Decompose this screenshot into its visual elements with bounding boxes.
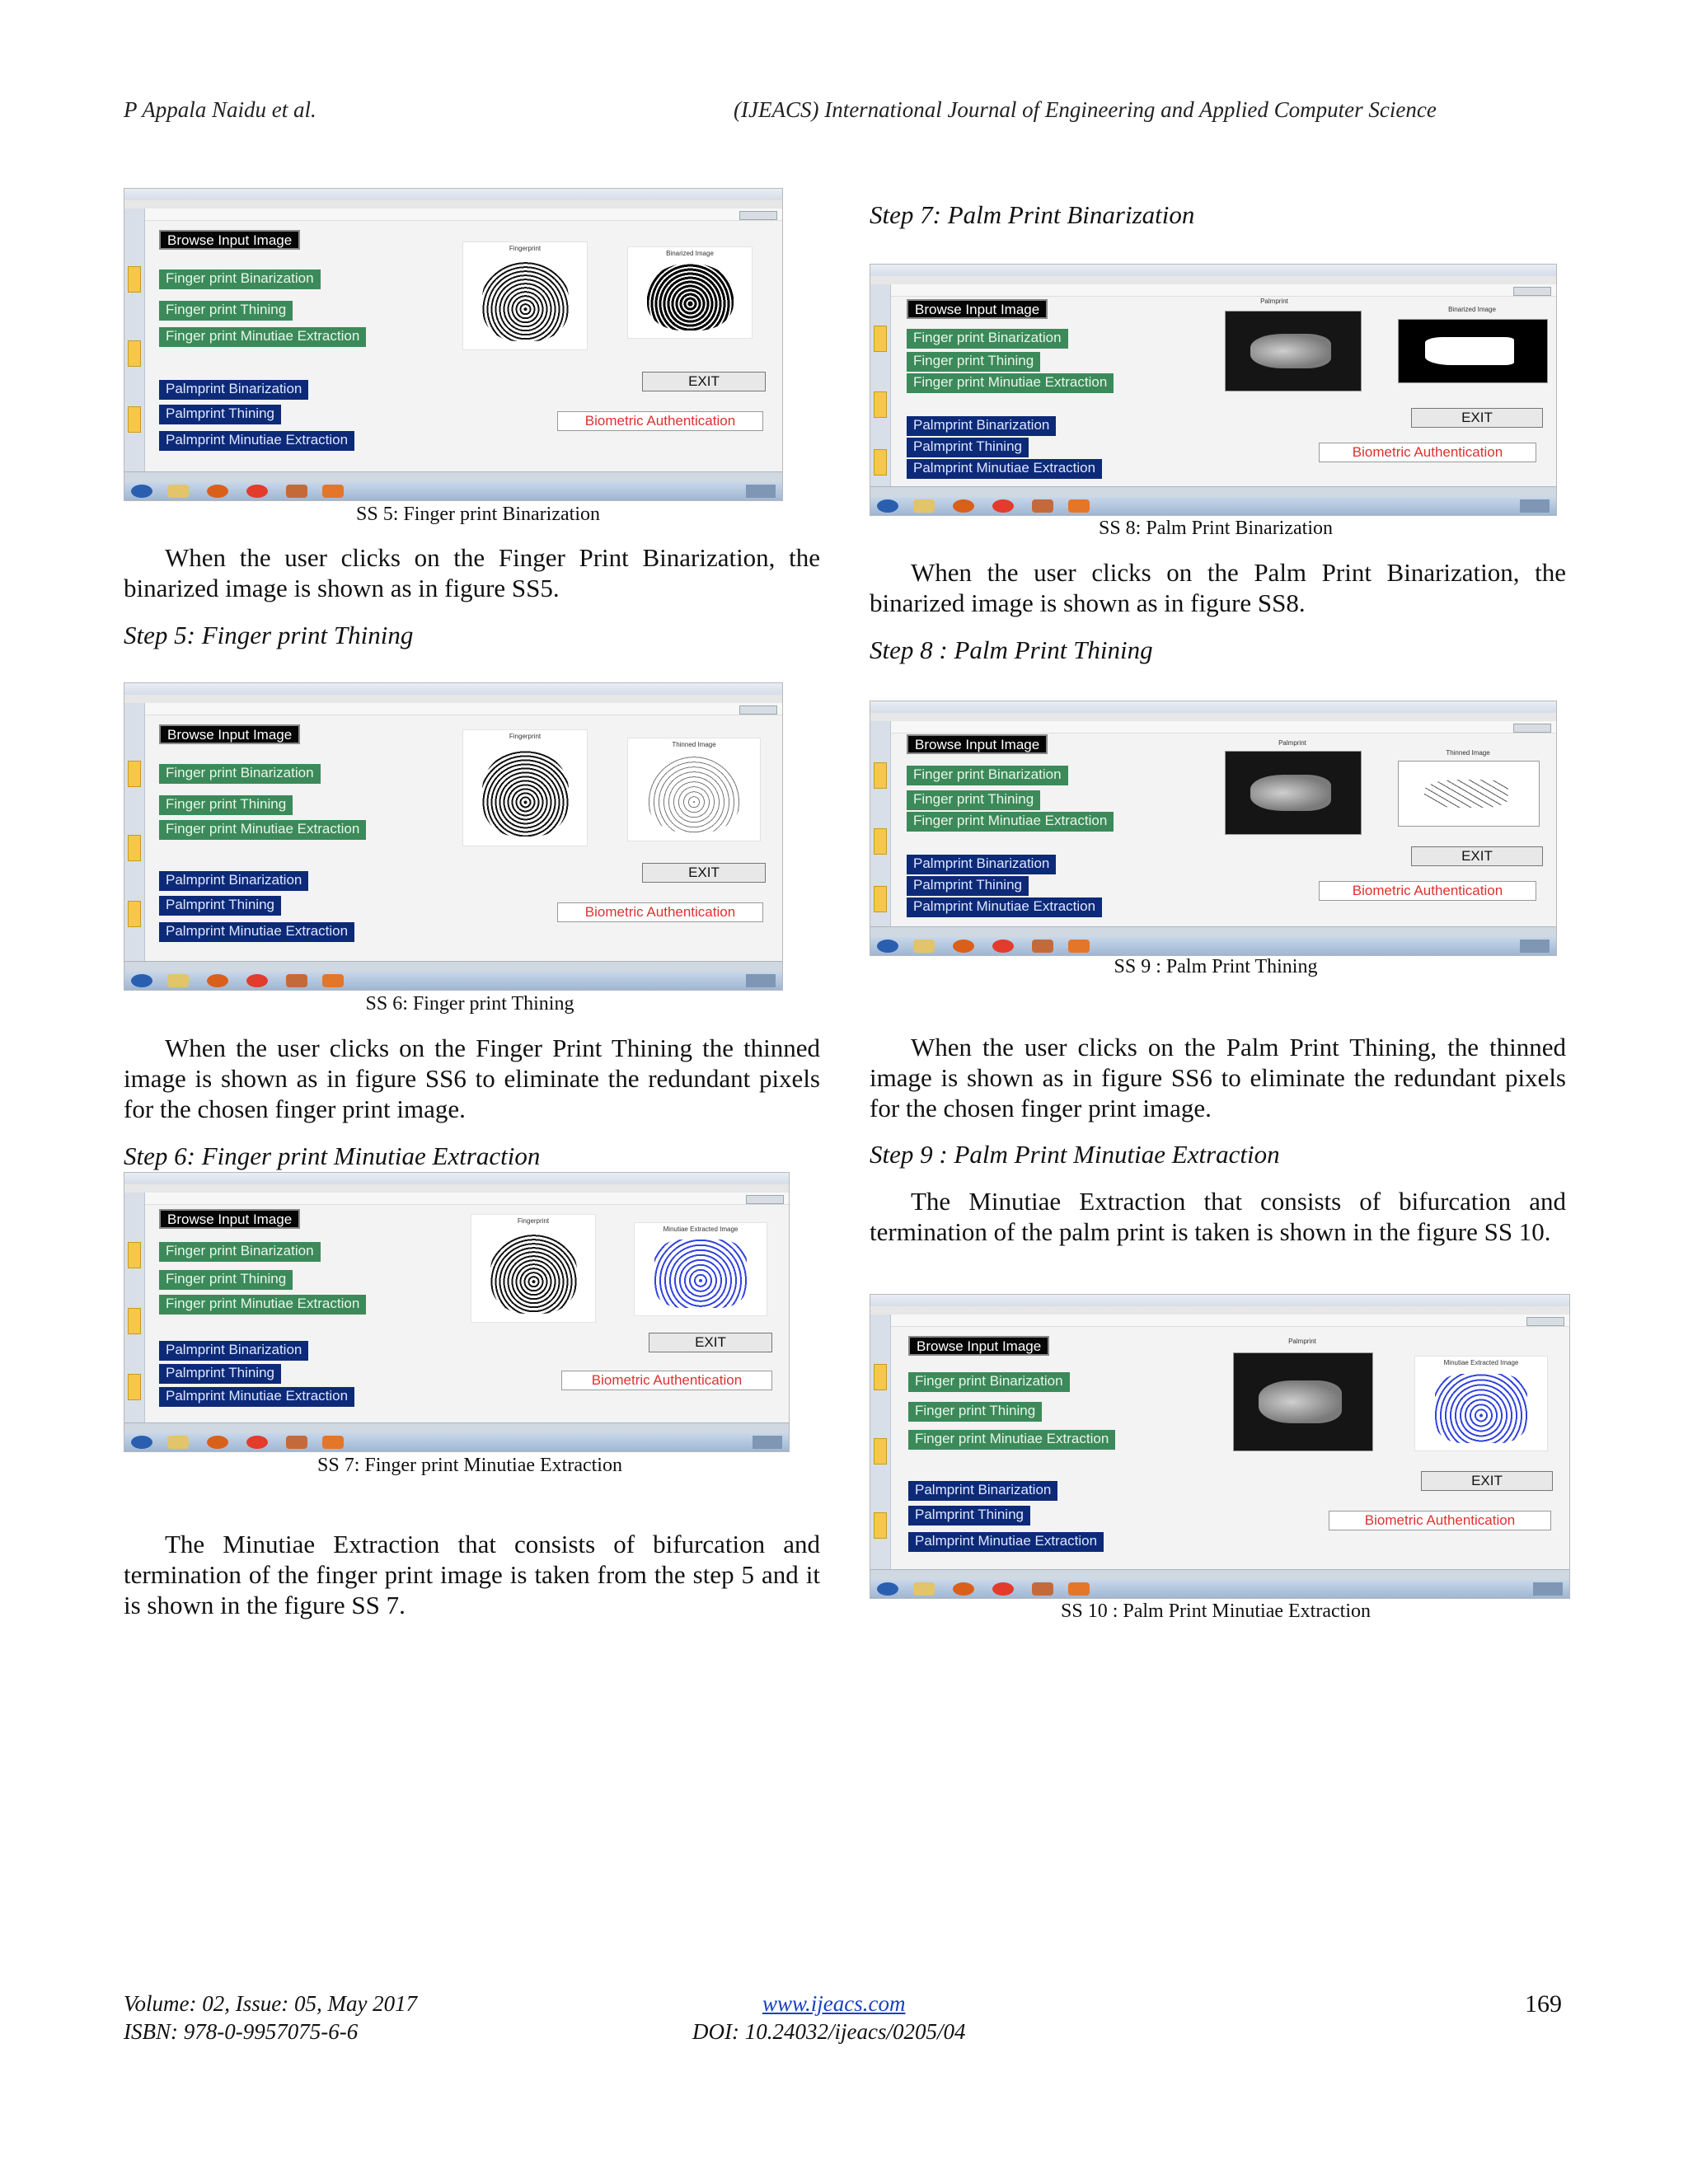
- statusbar: [870, 926, 1556, 937]
- slide-panel: [870, 284, 891, 487]
- window-controls: [739, 705, 777, 715]
- pp-minutiae-button[interactable]: Palmprint Minutiae Extraction: [159, 431, 354, 451]
- palmprint-image: [1225, 751, 1362, 835]
- running-header-journal: (IJEACS) International Journal of Engineering and Applied Computer Science: [734, 97, 1437, 122]
- minutiae-label: Minutiae Extracted Image: [663, 1226, 738, 1233]
- pp-binarization-button[interactable]: Palmprint Binarization: [907, 855, 1056, 874]
- thinned-image: [627, 738, 761, 841]
- browse-input-image-button[interactable]: Browse Input Image: [908, 1336, 1049, 1356]
- fp-minutiae-button[interactable]: Finger print Minutiae Extraction: [159, 1295, 366, 1315]
- pp-binarization-button[interactable]: Palmprint Binarization: [159, 1341, 308, 1361]
- slide-panel: [870, 1315, 891, 1570]
- exit-button[interactable]: EXIT: [1421, 1471, 1553, 1491]
- binarized-label: Binarized Image: [666, 250, 714, 257]
- fingerprint-image: [471, 1214, 596, 1323]
- heading-step7: Step 7: Palm Print Binarization: [870, 200, 1195, 229]
- binarized-image: [627, 246, 753, 339]
- window-titlebar: [870, 1295, 1569, 1307]
- pp-binarization-button[interactable]: Palmprint Binarization: [159, 380, 308, 400]
- running-header-author: P Appala Naidu et al.: [124, 97, 316, 122]
- screenshot-ss10: [870, 1294, 1570, 1599]
- minutiae-image: [634, 1222, 767, 1316]
- pp-thining-button[interactable]: Palmprint Thining: [159, 896, 281, 916]
- paragraph-pp-binarization: When the user clicks on the Palm Print Binarization, the binarized image is shown as in figure SS8.: [870, 558, 1566, 617]
- browse-input-image-button[interactable]: Browse Input Image: [907, 299, 1048, 319]
- screenshot-ss8: [870, 264, 1557, 516]
- fp-binarization-button[interactable]: Finger print Binarization: [907, 766, 1068, 785]
- screenshot-ss7: [124, 1172, 790, 1452]
- exit-button[interactable]: EXIT: [642, 372, 766, 391]
- fp-minutiae-button[interactable]: Finger print Minutiae Extraction: [907, 373, 1114, 393]
- taskbar: [124, 482, 782, 500]
- statusbar: [124, 1422, 789, 1433]
- footer-isbn: ISBN: 978-0-9957075-6-6: [124, 2019, 359, 2044]
- fp-thining-button[interactable]: Finger print Thining: [159, 795, 293, 815]
- clock: [746, 485, 776, 498]
- fingerprint-image: [462, 729, 588, 846]
- fp-thining-button[interactable]: Finger print Thining: [159, 301, 293, 321]
- biometric-authentication-button[interactable]: Biometric Authentication: [557, 411, 763, 431]
- fp-binarization-button[interactable]: Finger print Binarization: [908, 1372, 1070, 1392]
- pp-thining-button[interactable]: Palmprint Thining: [159, 1364, 281, 1384]
- biometric-authentication-button[interactable]: Biometric Authentication: [1319, 443, 1536, 462]
- window-controls: [1526, 1317, 1564, 1326]
- window-menubar: [124, 695, 782, 703]
- clock: [746, 974, 776, 987]
- biometric-authentication-button[interactable]: Biometric Authentication: [1329, 1511, 1551, 1530]
- fp-thining-button[interactable]: Finger print Thining: [159, 1270, 293, 1290]
- thinned-label: Thinned Image: [1446, 749, 1490, 757]
- statusbar: [124, 471, 782, 482]
- exit-button[interactable]: EXIT: [1411, 408, 1543, 428]
- clock: [1520, 940, 1550, 953]
- taskbar: [870, 937, 1556, 955]
- figure-toolbar: [890, 1315, 1569, 1327]
- pp-minutiae-button[interactable]: Palmprint Minutiae Extraction: [159, 1387, 354, 1407]
- pp-thining-button[interactable]: Palmprint Thining: [908, 1506, 1030, 1526]
- caption-ss6: SS 6: Finger print Thining: [365, 993, 574, 1015]
- window-titlebar: [870, 265, 1556, 277]
- pp-minutiae-button[interactable]: Palmprint Minutiae Extraction: [907, 459, 1102, 479]
- pp-thining-button[interactable]: Palmprint Thining: [907, 438, 1029, 457]
- window-menubar: [124, 1184, 789, 1193]
- fingerprint-image: [462, 241, 588, 350]
- clock: [1520, 499, 1550, 513]
- palmprint-image: [1225, 311, 1362, 391]
- fp-binarization-button[interactable]: Finger print Binarization: [159, 764, 321, 784]
- browse-input-image-button[interactable]: Browse Input Image: [907, 734, 1048, 754]
- browse-input-image-button[interactable]: Browse Input Image: [159, 724, 300, 744]
- pp-thining-button[interactable]: Palmprint Thining: [159, 405, 281, 424]
- caption-ss9: SS 9 : Palm Print Thining: [1114, 956, 1318, 977]
- footer-doi: DOI: 10.24032/ijeacs/0205/04: [692, 2019, 966, 2044]
- window-menubar: [870, 1306, 1569, 1315]
- binarized-label: Binarized Image: [1448, 306, 1496, 313]
- pp-minutiae-button[interactable]: Palmprint Minutiae Extraction: [908, 1532, 1104, 1552]
- footer-website-link[interactable]: www.ijeacs.com: [762, 1991, 906, 2016]
- fingerprint-label: Fingerprint: [517, 1217, 550, 1225]
- heading-step6: Step 6: Finger print Minutiae Extraction: [124, 1141, 541, 1170]
- screenshot-ss9: [870, 701, 1557, 956]
- paragraph-fp-thining: When the user clicks on the Finger Print Thining the thinned image is shown as in figure SS6 to eliminate the redundant pixels for the chosen finger print image.: [124, 1033, 820, 1123]
- window-titlebar: [124, 1173, 789, 1185]
- heading-step9: Step 9 : Palm Print Minutiae Extraction: [870, 1140, 1280, 1169]
- slide-panel: [124, 209, 145, 472]
- screenshot-ss5: [124, 188, 783, 501]
- pp-thining-button[interactable]: Palmprint Thining: [907, 876, 1029, 896]
- fp-minutiae-button[interactable]: Finger print Minutiae Extraction: [159, 820, 366, 840]
- slide-panel: [870, 721, 891, 927]
- paragraph-fp-minutiae: The Minutiae Extraction that consists of bifurcation and termination of the finger print image is taken from the step 5 and it is shown in the figure SS 7.: [124, 1530, 820, 1619]
- biometric-authentication-button[interactable]: Biometric Authentication: [1319, 881, 1536, 901]
- screenshot-ss6: [124, 682, 783, 991]
- statusbar: [870, 1569, 1569, 1580]
- pp-binarization-button[interactable]: Palmprint Binarization: [907, 416, 1056, 436]
- window-controls: [1513, 287, 1551, 296]
- figure-toolbar: [144, 209, 782, 221]
- fp-thining-button[interactable]: Finger print Thining: [908, 1402, 1042, 1422]
- pp-minutiae-button[interactable]: Palmprint Minutiae Extraction: [907, 898, 1102, 917]
- taskbar: [870, 1580, 1569, 1598]
- exit-button[interactable]: EXIT: [1411, 846, 1543, 866]
- exit-button[interactable]: EXIT: [642, 863, 766, 883]
- statusbar: [124, 961, 782, 972]
- window-menubar: [124, 200, 782, 209]
- window-titlebar: [124, 683, 782, 696]
- fingerprint-label: Fingerprint: [509, 733, 542, 740]
- figure-toolbar: [890, 721, 1556, 733]
- clock: [753, 1436, 782, 1449]
- fp-minutiae-button[interactable]: Finger print Minutiae Extraction: [159, 327, 366, 347]
- caption-ss7: SS 7: Finger print Minutiae Extraction: [317, 1455, 622, 1476]
- paragraph-pp-thining: When the user clicks on the Palm Print Thining, the thinned image is shown as in figure SS6 to eliminate the redundant pixels for the chosen finger print image.: [870, 1033, 1566, 1122]
- paragraph-fp-binarization: When the user clicks on the Finger Print Binarization, the binarized image is shown as in figure SS5.: [124, 543, 820, 602]
- fingerprint-label: Fingerprint: [509, 245, 542, 252]
- paragraph-pp-minutiae: The Minutiae Extraction that consists of bifurcation and termination of the palm print is taken is shown in the figure SS 10.: [870, 1187, 1566, 1246]
- fp-binarization-button[interactable]: Finger print Binarization: [159, 269, 321, 289]
- browse-input-image-button[interactable]: Browse Input Image: [159, 230, 300, 250]
- slide-panel: [124, 703, 145, 962]
- exit-button[interactable]: EXIT: [649, 1333, 772, 1352]
- heading-step8: Step 8 : Palm Print Thining: [870, 635, 1153, 664]
- pp-minutiae-button[interactable]: Palmprint Minutiae Extraction: [159, 922, 354, 942]
- taskbar: [870, 497, 1556, 515]
- footer-volume: Volume: 02, Issue: 05, May 2017: [124, 1991, 418, 2016]
- fp-binarization-button[interactable]: Finger print Binarization: [907, 329, 1068, 349]
- palmprint-label: Palmprint: [1278, 739, 1306, 747]
- page-number: 169: [1525, 1990, 1562, 2018]
- figure-toolbar: [890, 284, 1556, 297]
- fp-thining-button[interactable]: Finger print Thining: [907, 352, 1040, 372]
- caption-ss5: SS 5: Finger print Binarization: [356, 504, 600, 525]
- window-menubar: [870, 713, 1556, 721]
- heading-step5: Step 5: Finger print Thining: [124, 621, 414, 649]
- fp-minutiae-button[interactable]: Finger print Minutiae Extraction: [907, 812, 1114, 832]
- window-controls: [746, 1195, 784, 1204]
- statusbar: [870, 486, 1556, 497]
- thinned-label: Thinned Image: [672, 741, 716, 748]
- window-controls: [739, 211, 777, 220]
- palmprint-label: Palmprint: [1260, 298, 1288, 305]
- fp-thining-button[interactable]: Finger print Thining: [907, 790, 1040, 810]
- clock: [1533, 1582, 1563, 1596]
- binarized-palm-image: [1398, 319, 1548, 383]
- taskbar: [124, 972, 782, 990]
- biometric-authentication-button[interactable]: Biometric Authentication: [557, 902, 763, 922]
- slide-panel: [124, 1193, 145, 1423]
- thinned-palm-image: [1398, 761, 1540, 827]
- pp-binarization-button[interactable]: Palmprint Binarization: [908, 1481, 1057, 1501]
- figure-toolbar: [144, 703, 782, 715]
- browse-input-image-button[interactable]: Browse Input Image: [159, 1209, 300, 1229]
- palmprint-label: Palmprint: [1288, 1338, 1316, 1345]
- window-titlebar: [124, 189, 782, 201]
- window-controls: [1513, 724, 1551, 733]
- palmprint-image: [1233, 1352, 1373, 1451]
- fp-binarization-button[interactable]: Finger print Binarization: [159, 1242, 321, 1262]
- minutiae-image: [1414, 1356, 1548, 1451]
- minutiae-label: Minutiae Extracted Image: [1443, 1359, 1519, 1366]
- fp-minutiae-button[interactable]: Finger print Minutiae Extraction: [908, 1430, 1115, 1450]
- window-titlebar: [870, 701, 1556, 714]
- caption-ss8: SS 8: Palm Print Binarization: [1098, 518, 1333, 539]
- biometric-authentication-button[interactable]: Biometric Authentication: [561, 1371, 772, 1390]
- figure-toolbar: [144, 1193, 789, 1205]
- taskbar: [124, 1433, 789, 1451]
- window-menubar: [870, 276, 1556, 284]
- pp-binarization-button[interactable]: Palmprint Binarization: [159, 871, 308, 891]
- caption-ss10: SS 10 : Palm Print Minutiae Extraction: [1061, 1601, 1371, 1622]
